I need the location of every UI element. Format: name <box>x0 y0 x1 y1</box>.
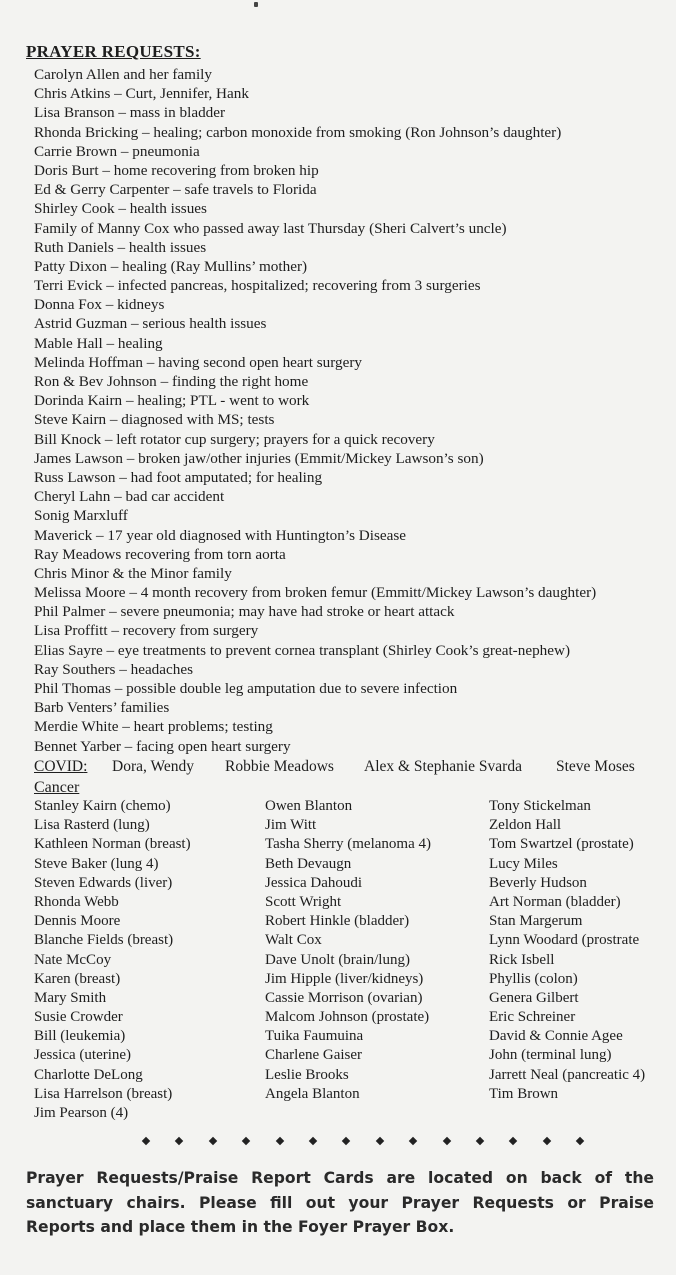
list-item: Jarrett Neal (pancreatic 4) <box>489 1066 646 1083</box>
diamond-bullet-icon <box>543 1137 551 1145</box>
list-item: Carolyn Allen and her family <box>34 66 212 83</box>
list-item: Ruth Daniels – health issues <box>34 238 207 256</box>
list-item: Lisa Branson – mass in bladder <box>34 104 226 122</box>
covid-label-text: COVID <box>34 758 84 775</box>
list-item: Terri Evick – infected pancreas, hospitalized; recovering from 3 surgeries <box>34 277 481 295</box>
list-item: Shirley Cook – health issues <box>34 200 207 218</box>
prayer-box-notice: Prayer Requests/Praise Report Cards are located on back of the sanctuary chairs. Please fill out your Prayer Requests or Praise Reports and place them in the Foyer Prayer Box. <box>26 1169 654 1236</box>
list-item: Ed & Gerry Carpenter – safe travels to Florida <box>34 181 317 199</box>
list-item: Ray Southers – headaches <box>34 660 194 678</box>
list-item: Rhonda Webb <box>34 893 119 910</box>
list-item: Blanche Fields (breast) <box>34 932 174 949</box>
list-item: Jim Witt <box>265 817 317 834</box>
diamond-bullet-icon <box>275 1137 283 1145</box>
list-item: Jessica (uterine) <box>34 1047 132 1064</box>
cancer-column-3 <box>489 797 645 1104</box>
page-title: PRAYER REQUESTS: <box>26 42 201 61</box>
list-item: Walt Cox <box>265 932 322 949</box>
list-item: Tony Stickelman <box>489 798 591 814</box>
list-item: Russ Lawson – had foot amputated; for healing <box>34 468 323 486</box>
list-item: Scott Wright <box>265 893 342 910</box>
list-item: Jim Pearson (4) <box>34 1105 129 1121</box>
diamond-bullet-icon <box>142 1137 150 1145</box>
list-item: Nate McCoy <box>34 951 112 968</box>
list-item: Steve Kairn – diagnosed with MS; tests <box>34 411 275 429</box>
diamond-bullet-icon <box>175 1137 183 1145</box>
list-item: Donna Fox – kidneys <box>34 296 165 314</box>
diamond-bullet-icon <box>309 1137 317 1145</box>
list-item: Doris Burt – home recovering from broken hip <box>34 161 319 179</box>
diamond-bullet-icon <box>509 1137 517 1145</box>
diamond-bullet-icon <box>442 1137 450 1145</box>
list-item: Susie Crowder <box>34 1009 123 1026</box>
list-item: Charlotte DeLong <box>34 1066 143 1083</box>
list-item: Steve Baker (lung 4) <box>34 855 159 872</box>
list-item: Maverick – 17 year old diagnosed with Huntington’s Disease <box>34 526 407 544</box>
list-item: Phil Thomas – possible double leg amputation due to severe infection <box>34 680 458 697</box>
diamond-bullet-icon <box>342 1137 350 1145</box>
top-mark <box>254 2 258 7</box>
cancer-heading: Cancer <box>34 779 80 796</box>
list-item: Chris Minor & the Minor family <box>34 564 232 582</box>
list-item: Lisa Rasterd (lung) <box>34 817 150 834</box>
list-item: Dennis Moore <box>34 913 121 930</box>
list-item: Mable Hall – healing <box>34 334 163 352</box>
list-item: Zeldon Hall <box>489 817 562 834</box>
list-item: Dave Unolt (brain/lung) <box>265 951 410 968</box>
list-item: Malcom Johnson (prostate) <box>265 1009 430 1026</box>
covid-label: COVID: <box>34 758 88 775</box>
list-item: Stan Margerum <box>489 913 583 930</box>
list-item: Jim Hipple (liver/kidneys) <box>265 970 424 987</box>
covid-name: Steve Moses <box>556 758 635 775</box>
list-item: Jessica Dahoudi <box>265 874 363 891</box>
list-item: Stanley Kairn (chemo) <box>34 798 171 814</box>
list-item: Bill Knock – left rotator cup surgery; prayers for a quick recovery <box>34 430 435 448</box>
covid-name: Dora, Wendy <box>112 758 194 775</box>
list-item: James Lawson – broken jaw/other injuries (Emmit/Mickey Lawson’s son) <box>34 449 484 467</box>
list-item: Astrid Guzman – serious health issues <box>34 315 267 333</box>
list-item: Angela Blanton <box>265 1085 360 1102</box>
list-item: Bennet Yarber – facing open heart surgery <box>34 737 291 755</box>
diamond-divider <box>0 1136 676 1150</box>
list-item: John (terminal lung) <box>489 1047 612 1064</box>
list-item: Tasha Sherry (melanoma 4) <box>265 836 431 853</box>
list-item: Family of Manny Cox who passed away last Thursday (Sheri Calvert’s uncle) <box>34 219 507 237</box>
list-item: Genera Gilbert <box>489 989 579 1006</box>
diamond-bullet-icon <box>476 1137 484 1145</box>
list-item: Rhonda Bricking – healing; carbon monoxide from smoking (Ron Johnson’s daughter) <box>34 123 562 141</box>
list-item: Merdie White – heart problems; testing <box>34 718 273 736</box>
list-item: Beverly Hudson <box>489 874 587 891</box>
list-item: Patty Dixon – healing (Ray Mullins’ mother) <box>34 257 308 275</box>
list-item: Karen (breast) <box>34 970 121 987</box>
list-item: Lisa Proffitt – recovery from surgery <box>34 622 259 640</box>
list-item: Carrie Brown – pneumonia <box>34 142 200 160</box>
cancer-column-1 <box>34 797 191 1123</box>
prayer-request-list <box>34 65 596 756</box>
list-item: Dorinda Kairn – healing; PTL - went to work <box>34 392 310 410</box>
list-item: Sonig Marxluff <box>34 507 128 525</box>
list-item: Mary Smith <box>34 989 107 1006</box>
list-item: Elias Sayre – eye treatments to prevent cornea transplant (Shirley Cook’s great-nephew) <box>34 641 571 659</box>
list-item: Ron & Bev Johnson – finding the right home <box>34 373 309 390</box>
list-item: Phil Palmer – severe pneumonia; may have had stroke or heart attack <box>34 603 455 621</box>
list-item: David & Connie Agee <box>489 1028 623 1045</box>
list-item: Charlene Gaiser <box>265 1047 363 1064</box>
list-item: Leslie Brooks <box>265 1066 349 1083</box>
list-item: Kathleen Norman (breast) <box>34 836 191 853</box>
list-item: Barb Venters’ families <box>34 699 170 717</box>
list-item: Robert Hinkle (bladder) <box>265 913 410 930</box>
list-item: Lucy Miles <box>489 855 558 872</box>
list-item: Melissa Moore – 4 month recovery from broken femur (Emmitt/Mickey Lawson’s daughter) <box>34 584 597 602</box>
cancer-column-2 <box>265 797 431 1104</box>
diamond-bullet-icon <box>209 1137 217 1145</box>
list-item: Owen Blanton <box>265 798 353 814</box>
list-item: Ray Meadows recovering from torn aorta <box>34 545 286 563</box>
list-item: Eric Schreiner <box>489 1009 576 1026</box>
list-item: Bill (leukemia) <box>34 1028 126 1045</box>
list-item: Cheryl Lahn – bad car accident <box>34 488 225 506</box>
covid-name: Robbie Meadows <box>225 758 334 775</box>
list-item: Tom Swartzel (prostate) <box>489 836 634 853</box>
list-item: Tim Brown <box>489 1085 559 1102</box>
diamond-bullet-icon <box>576 1137 584 1145</box>
diamond-bullet-icon <box>376 1137 384 1145</box>
list-item: Lisa Harrelson (breast) <box>34 1085 173 1102</box>
list-item: Art Norman (bladder) <box>489 893 621 910</box>
list-item: Rick Isbell <box>489 951 555 968</box>
list-item: Phyllis (colon) <box>489 970 578 987</box>
list-item: Beth Devaugn <box>265 855 352 872</box>
list-item: Steven Edwards (liver) <box>34 874 173 891</box>
list-item: Melinda Hoffman – having second open heart surgery <box>34 353 362 371</box>
diamond-bullet-icon <box>242 1137 250 1145</box>
covid-name: Alex & Stephanie Svarda <box>364 758 522 775</box>
list-item: Lynn Woodard (prostrate <box>489 932 640 949</box>
list-item: Chris Atkins – Curt, Jennifer, Hank <box>34 85 249 103</box>
list-item: Cassie Morrison (ovarian) <box>265 989 423 1006</box>
list-item: Tuika Faumuina <box>265 1028 364 1045</box>
diamond-bullet-icon <box>409 1137 417 1145</box>
